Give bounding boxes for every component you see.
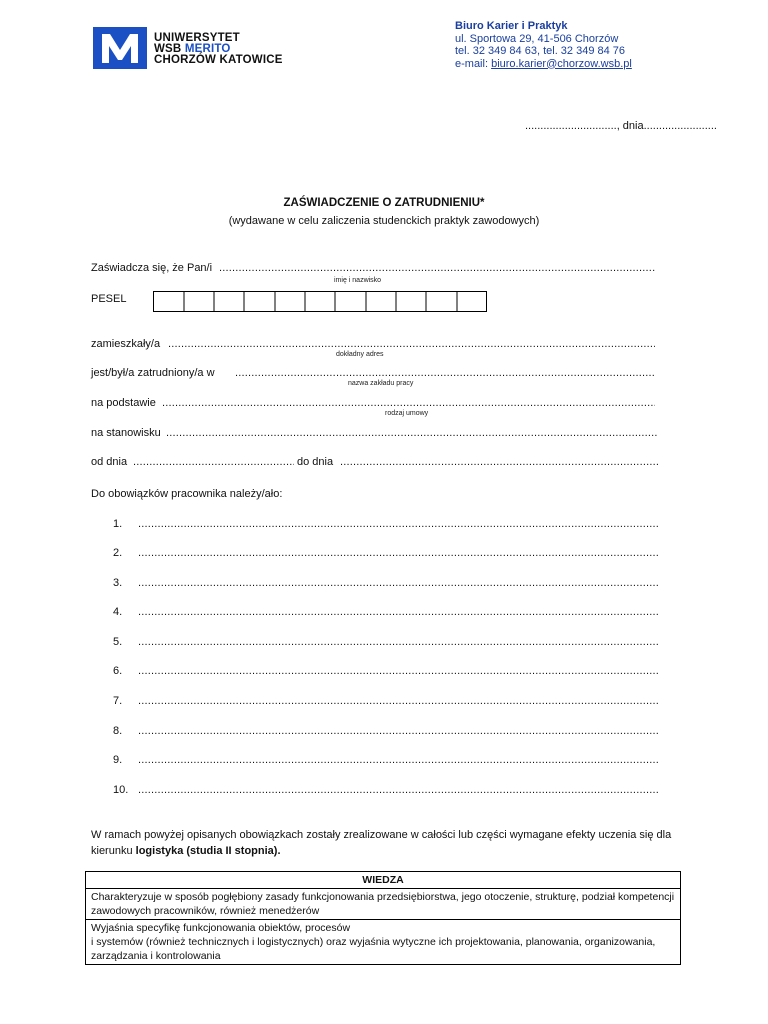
pesel-label: PESEL	[91, 293, 127, 305]
outcomes-text-2: się dla kierunku	[91, 829, 672, 857]
employed-label: jest/był/a zatrudniony/a w	[91, 367, 215, 379]
university-logo-mark	[93, 27, 147, 69]
duty-line[interactable]	[138, 754, 658, 766]
certifies-label: Zaświadcza się, że Pan/i	[91, 262, 213, 274]
duty-line[interactable]	[138, 606, 658, 618]
duty-number: 10.	[113, 784, 129, 796]
document-subtitle: (wydawane w celu zaliczenia studenckich praktyk zawodowych)	[228, 215, 540, 227]
position-field[interactable]	[166, 427, 658, 439]
duty-line[interactable]	[138, 547, 658, 559]
duty-number: 2.	[113, 547, 123, 559]
duty-number: 7.	[113, 695, 123, 707]
table-header-row	[86, 872, 681, 889]
to-label: do dnia	[297, 456, 334, 468]
document-title: ZAŚWIADCZENIE O ZATRUDNIENIU*	[283, 197, 485, 209]
duty-line[interactable]	[138, 695, 658, 707]
duty-number: 5.	[113, 636, 123, 648]
place-dots[interactable]: ..............................	[525, 120, 617, 132]
workplace-field[interactable]	[235, 367, 655, 379]
date-dots[interactable]: ........................	[643, 120, 717, 132]
residence-field[interactable]	[168, 338, 655, 350]
duty-number: 4.	[113, 606, 123, 618]
from-label: od dnia	[91, 456, 128, 468]
logo-line-2: WSB MERITO	[154, 43, 231, 55]
table-cell	[86, 920, 681, 965]
contact-block	[455, 20, 632, 70]
duty-number: 6.	[113, 665, 123, 677]
outcomes-paragraph	[91, 827, 681, 859]
table-row	[86, 889, 681, 920]
contact-address: ul. Sportowa 29, 41-506 Chorzów	[455, 32, 619, 45]
table-header: WIEDZA	[86, 872, 681, 889]
duty-line[interactable]	[138, 665, 658, 677]
contact-email-label: e-mail:	[455, 57, 489, 70]
duty-number: 1.	[113, 518, 123, 530]
date-line	[525, 120, 717, 132]
contract-field[interactable]	[162, 397, 655, 409]
contact-title: Biuro Karier i Praktyk	[455, 20, 568, 32]
knowledge-table	[85, 871, 681, 965]
duty-line[interactable]	[138, 725, 658, 737]
residence-label: zamieszkały/a	[91, 338, 161, 350]
outcomes-program: logistyka (studia II stopnia).	[135, 845, 281, 857]
duty-line[interactable]	[138, 784, 658, 796]
contact-email-row	[455, 58, 632, 71]
to-date-field[interactable]	[340, 456, 658, 468]
table-cell-line: Wyjaśnia specyfikę funkcjonowania obiektów, procesów	[91, 922, 351, 934]
workplace-hint: nazwa zakładu pracy	[348, 380, 414, 387]
logo-line-1: UNIWERSYTET	[154, 32, 240, 44]
address-hint: dokładny adres	[336, 351, 384, 358]
duty-number: 8.	[113, 725, 123, 737]
duty-number: 3.	[113, 577, 123, 589]
date-label: , dnia	[616, 120, 644, 132]
duty-line[interactable]	[138, 518, 658, 530]
logo-line-3: CHORZÓW KATOWICE	[154, 54, 283, 66]
duty-line[interactable]	[138, 636, 658, 648]
duty-number: 9.	[113, 754, 123, 766]
duties-heading: Do obowiązków pracownika należy/ało:	[91, 488, 283, 500]
name-hint: imię i nazwisko	[334, 277, 382, 284]
logo-m-icon	[93, 27, 147, 69]
pesel-grid	[153, 291, 487, 312]
table-cell-line: i systemów (również technicznych i logistycznych) oraz wyjaśnia wytyczne ich projektowania, planowania, organizowania, zarządzania i kontrolowania	[91, 936, 656, 962]
contact-phone: tel. 32 349 84 63, tel. 32 349 84 76	[455, 45, 626, 57]
from-date-field[interactable]	[133, 456, 294, 468]
duty-line[interactable]	[138, 577, 658, 589]
table-cell: Charakteryzuje w sposób pogłębiony zasady funkcjonowania przedsiębiorstwa, jego otoczenie, strukturę, podział kompetencji zawodowych pracowników, również menedżerów	[86, 889, 681, 920]
basis-label: na podstawie	[91, 397, 156, 409]
university-logo-text	[154, 33, 283, 66]
position-label: na stanowisku	[91, 427, 161, 439]
table-row	[86, 920, 681, 965]
pesel-input[interactable]	[153, 291, 487, 312]
outcomes-text-1: W ramach powyżej opisanych obowiązkach zostały zrealizowane w całości lub części wymagane efekty uczenia	[91, 829, 637, 841]
name-field[interactable]	[219, 262, 655, 274]
contact-email-link[interactable]: biuro.karier@chorzow.wsb.pl	[491, 57, 632, 70]
contract-hint: rodzaj umowy	[385, 410, 429, 417]
